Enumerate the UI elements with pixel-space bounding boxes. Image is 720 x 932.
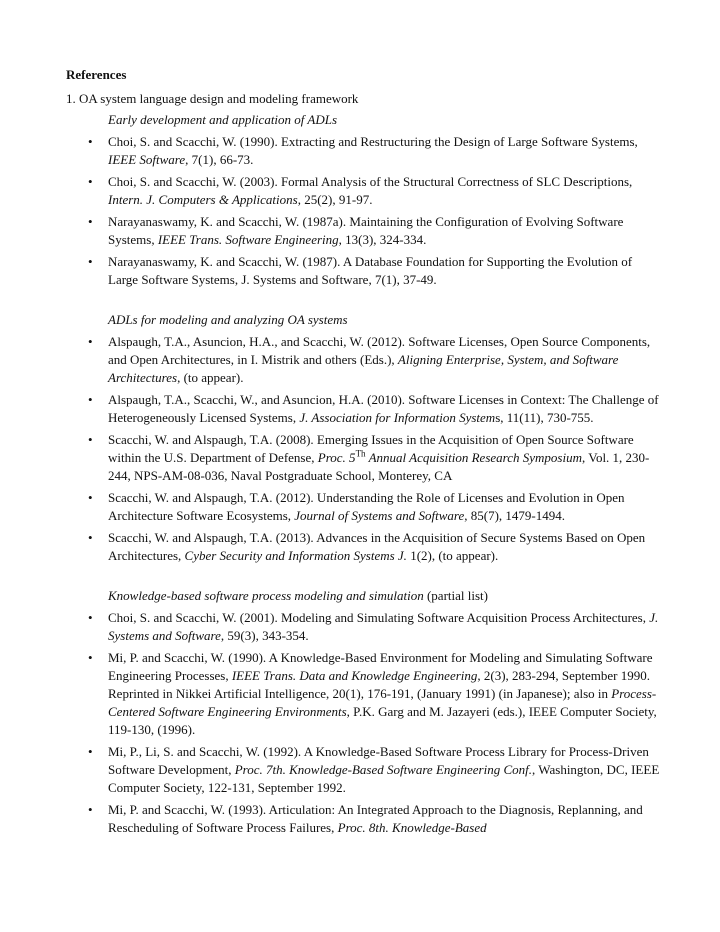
subsection-title — [108, 111, 660, 129]
reference-text: Alspaugh, T.A., Scacchi, W., and Asuncion, H.A. (2010). Software Licenses in Context: The Challenge of Heterogeneously Licensed Systems, — [108, 392, 659, 425]
reference-details: , 13(3), 324-334. — [338, 232, 427, 247]
bullet-icon: • — [88, 744, 93, 759]
section-title: 1. OA system language design and modeling framework — [66, 91, 359, 106]
reference-item — [66, 649, 660, 739]
bullet-icon: • — [88, 490, 93, 505]
reference-text: Mi, P. and Scacchi, W. (1990). A Knowledge-Based Environment for Modeling and Simulating Software Engineering Processes, — [108, 650, 653, 683]
reference-venue: Journal of Systems and Software — [294, 508, 465, 523]
reference-venue: J. Systems and Software — [108, 610, 659, 643]
subsection-note: (partial list) — [423, 588, 488, 603]
reference-item — [66, 801, 660, 837]
reference-details: , 7(1), 66-73. — [185, 152, 254, 167]
reference-text: Mi, P., Li, S. and Scacchi, W. (1992). A Knowledge-Based Software Process Library for Process-Driven Software Development, — [108, 744, 649, 777]
reference-text: Scacchi, W. and Alspaugh, T.A. (2008). Emerging Issues in the Acquisition of Open Source Software within the U.S. Department of Defense, — [108, 432, 634, 465]
reference-item — [66, 431, 660, 485]
reference-item — [66, 743, 660, 797]
reference-details: , 59(3), 343-354. — [220, 628, 309, 643]
reference-details: , 2(3), 283-294, September 1990. Reprinted in Nikkei Artificial Intelligence, 20(1), 176-191, (January 1991) (in Japanese); also in — [108, 668, 650, 701]
subsection-title-text: ADLs for modeling and analyzing OA systems — [108, 312, 348, 327]
bullet-icon: • — [88, 432, 93, 447]
reference-item — [66, 489, 660, 525]
bullet-icon: • — [88, 530, 93, 545]
reference-superscript: Th — [355, 448, 366, 459]
reference-list — [66, 333, 660, 565]
reference-text: Choi, S. and Scacchi, W. (2001). Modeling and Simulating Software Acquisition Process Architectures, — [108, 610, 650, 625]
reference-list — [66, 609, 660, 837]
reference-text: Choi, S. and Scacchi, W. (2003). Formal Analysis of the Structural Correctness of SLC Descriptions, — [108, 174, 633, 189]
reference-details-2: , P.K. Garg and M. Jazayeri (eds.), IEEE Computer Society, 119-130, (1996). — [108, 704, 657, 737]
reference-sections — [66, 111, 660, 837]
reference-item — [66, 529, 660, 565]
bullet-icon: • — [88, 802, 93, 817]
reference-venue-cont: Annual Acquisition Research Symposium — [365, 450, 582, 465]
reference-item — [66, 253, 660, 289]
bullet-icon: • — [88, 134, 93, 149]
reference-details: , Washington, DC, IEEE Computer Society, 122-131, September 1992. — [108, 762, 660, 795]
reference-text: Narayanaswamy, K. and Scacchi, W. (1987). A Database Foundation for Supporting the Evolution of Large Software Systems, J. Systems and Software, 7(1), 37-49. — [108, 254, 633, 287]
section-gap — [66, 569, 660, 587]
bullet-icon: • — [88, 254, 93, 269]
reference-venue: Cyber Security and Information Systems J. — [184, 548, 407, 563]
reference-text: Choi, S. and Scacchi, W. (1990). Extracting and Restructuring the Design of Large Software Systems, — [108, 134, 638, 149]
reference-item — [66, 391, 660, 427]
reference-venue: Proc. 5 — [317, 450, 356, 465]
reference-venue: IEEE Trans. Data and Knowledge Engineering — [231, 668, 478, 683]
reference-item — [66, 609, 660, 645]
reference-venue: J. Association for Information System — [299, 410, 496, 425]
reference-item — [66, 213, 660, 249]
reference-text: Narayanaswamy, K. and Scacchi, W. (1987a). Maintaining the Configuration of Evolving Software Systems, — [108, 214, 624, 247]
reference-details: , (to appear). — [177, 370, 244, 385]
reference-item — [66, 333, 660, 387]
bullet-icon: • — [88, 174, 93, 189]
reference-text: Alspaugh, T.A., Asuncion, H.A., and Scacchi, W. (2012). Software Licenses, Open Source Components, and Open Architectures, in I. Mistrik and others (Eds.), — [108, 334, 651, 367]
reference-text: Scacchi, W. and Alspaugh, T.A. (2013). Advances in the Acquisition of Secure Systems Based on Open Architectures, — [108, 530, 646, 563]
subsection-title-text: Early development and application of ADLs — [108, 112, 338, 127]
reference-details: , 85(7), 1479-1494. — [464, 508, 565, 523]
reference-venue: Intern. J. Computers & Applications — [108, 192, 298, 207]
bullet-icon: • — [88, 334, 93, 349]
reference-venue-2: Process-Centered Software Engineering Environments — [108, 686, 657, 719]
reference-venue: IEEE Software — [108, 152, 186, 167]
reference-text: Scacchi, W. and Alspaugh, T.A. (2012). Understanding the Role of Licenses and Evolution in Open Architecture Software Ecosystems, — [108, 490, 625, 523]
reference-venue: IEEE Trans. Software Engineering — [157, 232, 339, 247]
bullet-icon: • — [88, 392, 93, 407]
reference-text: Mi, P. and Scacchi, W. (1993). Articulation: An Integrated Approach to the Diagnosis, Replanning, and Rescheduling of Software Process Failures, — [108, 802, 643, 835]
reference-details: , Vol. 1, 230-244, NPS-AM-08-036, Naval Postgraduate School, Monterey, CA — [108, 450, 650, 483]
subsection-title — [108, 311, 660, 329]
reference-venue: Proc. 7th. Knowledge-Based Software Engineering Conf. — [234, 762, 532, 777]
reference-venue: Aligning Enterprise, System, and Software Architectures — [108, 352, 619, 385]
bullet-icon: • — [88, 650, 93, 665]
page-heading: References — [66, 67, 127, 82]
reference-list — [66, 133, 660, 289]
reference-item — [66, 173, 660, 209]
bullet-icon: • — [88, 610, 93, 625]
reference-details: , 25(2), 91-97. — [297, 192, 373, 207]
reference-details: 1(2), (to appear). — [406, 548, 499, 563]
reference-item — [66, 133, 660, 169]
reference-venue: Proc. 8th. Knowledge-Based — [337, 820, 487, 835]
section-gap — [66, 293, 660, 311]
bullet-icon: • — [88, 214, 93, 229]
subsection-title — [108, 587, 660, 605]
subsection-title-text: Knowledge-based software process modeling and simulation — [108, 588, 424, 603]
reference-details: s, 11(11), 730-755. — [495, 410, 594, 425]
